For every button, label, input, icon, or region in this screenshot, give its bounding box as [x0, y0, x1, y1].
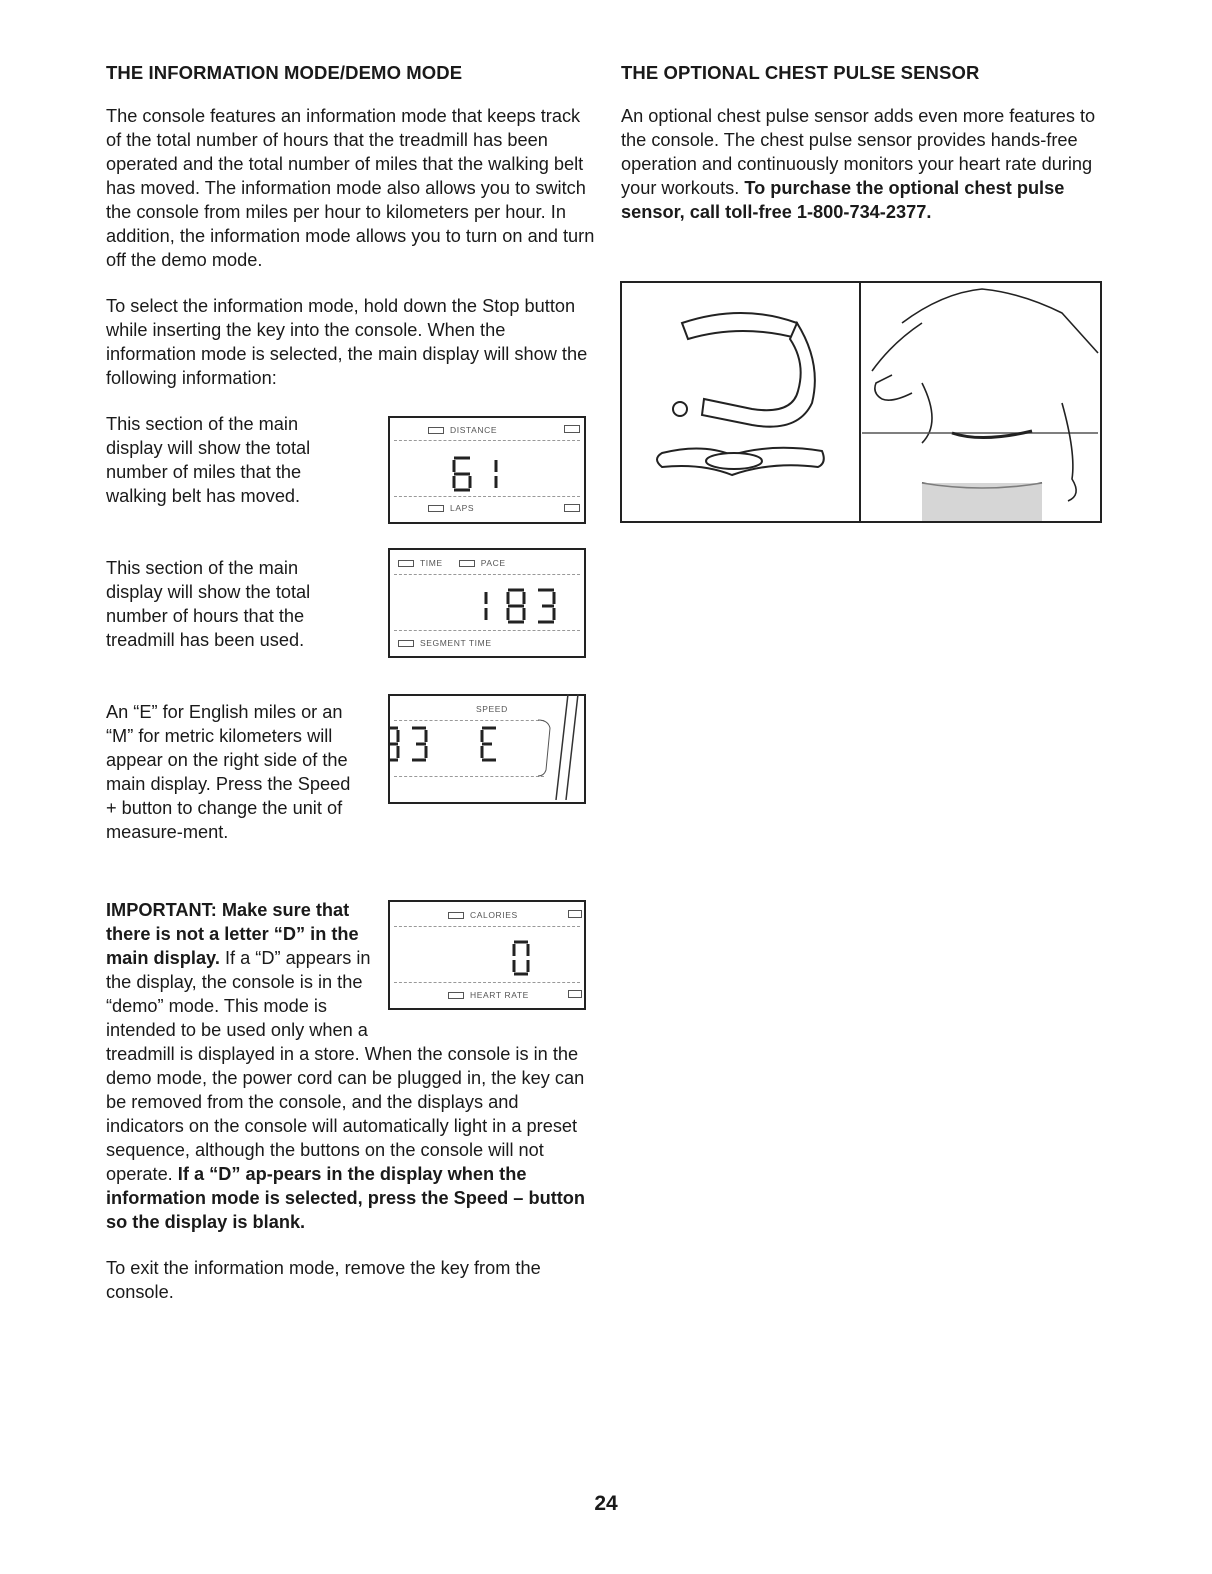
important-body: If a “D” appears in the display, the console is in the “demo” mode. This mode is intended to be used only when a treadmill is displayed in a store. When the console is in the demo mode, the power cord can be plugged in, the key can be removed from the console, and the displays and indicators on the console will automatically light in a preset sequence, although the buttons on the console will not operate. [106, 948, 585, 1184]
indicator-icon [564, 504, 580, 512]
important-section [106, 898, 596, 1304]
pulse-sensor-text: An optional chest pulse sensor adds even more features to the console. The chest pulse sensor provides hands-free operation and continuously monitors your heart rate during your workouts. To purchase the optional chest pulse sensor, call toll-free 1-800-734-2377. [621, 106, 1096, 222]
distance-label: DISTANCE [450, 425, 498, 435]
calories-label: CALORIES [470, 910, 518, 920]
info-mode-intro: The console features an information mode that keeps track of the total number of hours that the treadmill has been operated and the total number of miles that the walking belt has moved. The information mode also allows you to switch the console from miles per hour to kilometers per hour. In addition, the information mode allows you to turn on and turn off the demo mode. [106, 106, 595, 270]
time-segment-digits [478, 586, 568, 626]
indicator-icon [398, 640, 414, 647]
info-mode-heading: THE INFORMATION MODE/DEMO MODE [106, 62, 463, 83]
indicator-icon [428, 505, 444, 512]
chest-strap-icon [622, 283, 858, 521]
speed-display [388, 694, 586, 804]
page-number: 24 [594, 1492, 618, 1515]
purchase-info: To purchase the optional chest pulse sensor, call toll-free 1-800-734-2377. [621, 178, 1065, 222]
indicator-icon [564, 425, 580, 433]
important-bold: IMPORTANT: Make sure that there is not a letter “D” in the main display. [106, 900, 359, 968]
important-bold-instruction: If a “D” ap-pears in the display when the information mode is selected, press the Speed – button so the display is blank. [106, 1164, 586, 1232]
speed-label: SPEED [476, 704, 508, 714]
indicator-icon [459, 560, 475, 567]
distance-description: This section of the main display will show the total number of miles that the walking belt has moved. [106, 414, 311, 506]
left-column [106, 62, 596, 1304]
calories-segment-digits [506, 938, 546, 978]
distance-segment-digits [448, 454, 518, 494]
info-mode-select-text: To select the information mode, hold down the Stop button while inserting the key into the console. When the information mode is selected, the main display will show the following information: [106, 296, 588, 388]
calories-display [388, 900, 586, 1010]
display-bezel-lines [538, 694, 584, 800]
indicator-icon [568, 910, 582, 918]
chest-sensor-illustration [620, 281, 1102, 523]
laps-label: LAPS [450, 503, 475, 513]
speed-row [106, 700, 596, 898]
distance-row [106, 412, 596, 556]
right-column [621, 62, 1111, 224]
time-display [388, 548, 586, 658]
time-row [106, 556, 596, 700]
heart-rate-label: HEART RATE [470, 990, 529, 1000]
units-description: An “E” for English miles or an “M” for metric kilometers will appear on the right side of the main display. Press the Speed + button to change the unit of measure-ment. [106, 702, 351, 842]
pace-label: PACE [480, 558, 506, 568]
segment-time-label: SEGMENT TIME [420, 638, 492, 648]
exit-text: To exit the information mode, remove the key from the console. [106, 1258, 541, 1302]
indicator-icon [448, 912, 464, 919]
indicator-icon [428, 427, 444, 434]
indicator-icon [448, 992, 464, 999]
pulse-sensor-heading: THE OPTIONAL CHEST PULSE SENSOR [621, 62, 980, 83]
speed-segment-digits [390, 724, 540, 764]
indicator-icon [568, 990, 582, 998]
hours-description: This section of the main display will show the total number of hours that the treadmill has been used. [106, 558, 311, 650]
indicator-icon [398, 560, 414, 567]
distance-display [388, 416, 586, 524]
time-label: TIME [420, 558, 443, 568]
person-wearing-sensor-icon [862, 283, 1100, 521]
